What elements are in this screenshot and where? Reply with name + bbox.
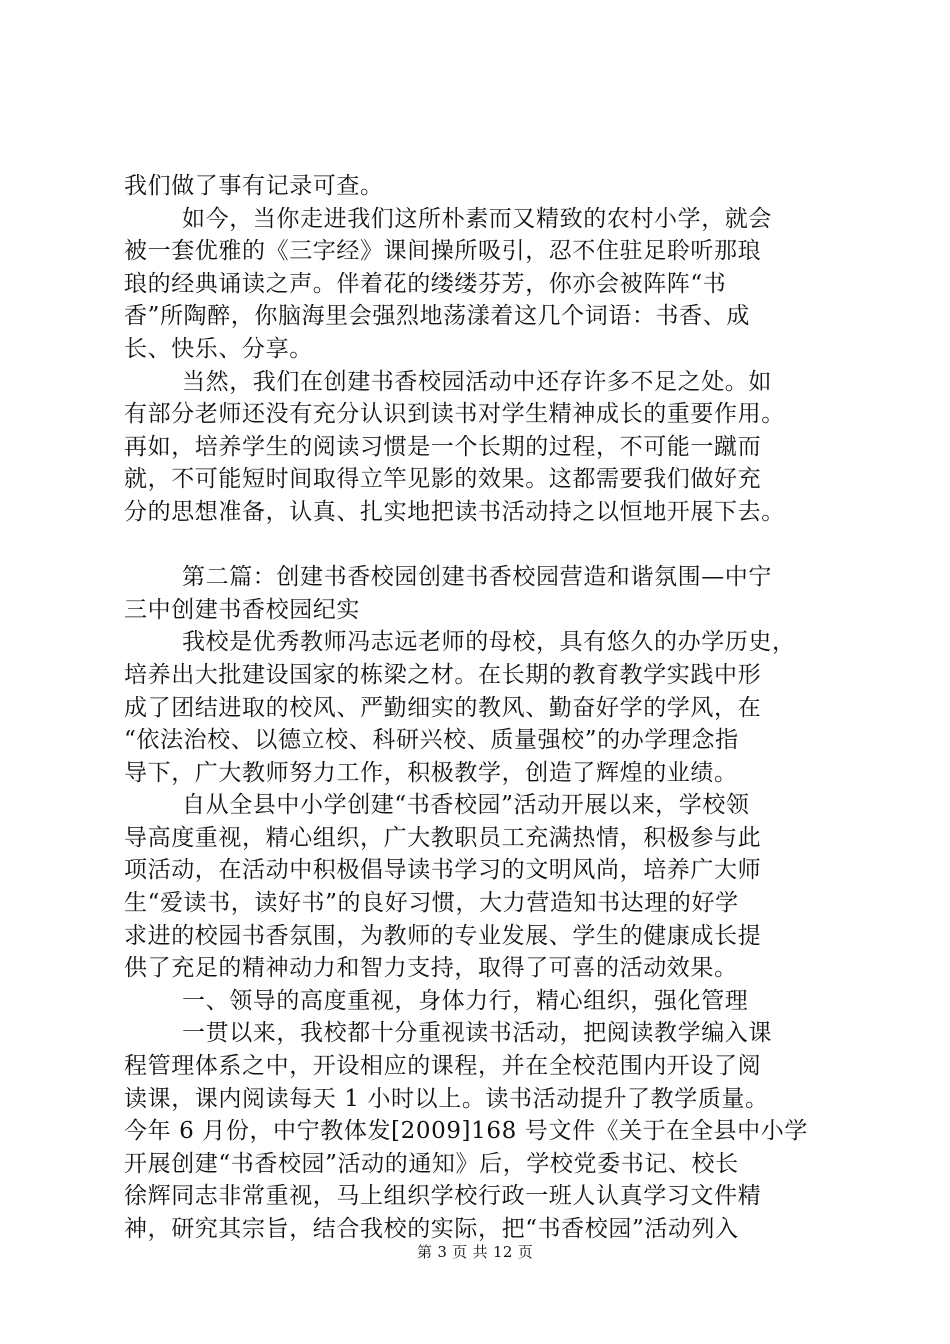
text-line: 一、领导的高度重视，身体力行，精心组织，强化管理 (182, 987, 749, 1014)
text-line: 我们做了事有记录可查。 (124, 173, 384, 199)
document-body (124, 170, 829, 1246)
text-line: 项活动，在活动中积极倡导读书学习的文明风尚，培养广大师 (124, 857, 762, 884)
text-line: 读课，课内阅读每天 1 小时以上。读书活动提升了教学质量。 (124, 1085, 769, 1112)
text-line: 当然，我们在创建书香校园活动中还存许多不足之处。如 (182, 368, 772, 395)
text-line: 培养出大批建设国家的栋梁之材。在长期的教育教学实践中形 (124, 661, 762, 688)
text-line: 琅的经典诵读之声。伴着花的缕缕芬芳，你亦会被阵阵“书 (124, 270, 727, 297)
text-line: 生“爱读书，读好书”的良好习惯，大力营造知书达理的好学 (124, 890, 739, 917)
text-line: 有部分老师还没有充分认识到读书对学生精神成长的重要作用。 (124, 401, 785, 428)
text-line: 香”所陶醉，你脑海里会强烈地荡漾着这几个词语：书香、成 (124, 303, 750, 330)
text-line: 徐辉同志非常重视，马上组织学校行政一班人认真学习文件精 (124, 1183, 762, 1210)
text-line: 再如，培养学生的阅读习惯是一个长期的过程，不可能一蹴而 (124, 433, 762, 460)
text-line: 第二篇：创建书香校园创建书香校园营造和谐氛围—中宁 (182, 564, 772, 591)
paragraph-gap (124, 529, 829, 562)
text-line: 就，不可能短时间取得立竿见影的效果。这都需要我们做好充 (124, 466, 762, 493)
text-line: 供了充足的精神动力和智力支持，取得了可喜的活动效果。 (124, 955, 738, 982)
text-line: 程管理体系之中，开设相应的课程，并在全校范围内开设了阅 (124, 1053, 762, 1080)
text-line: 如今，当你走进我们这所朴素而又精致的农村小学，就会 (182, 205, 772, 232)
text-line: 自从全县中小学创建“书香校园”活动开展以来，学校领 (182, 792, 750, 819)
text-line: 被一套优雅的《三字经》课间操所吸引，忍不住驻足聆听那琅 (124, 238, 762, 265)
text-line: 成了团结进取的校风、严勤细实的教风、勤奋好学的学风，在 (124, 694, 762, 721)
text-line: 开展创建“书香校园”活动的通知》后，学校党委书记、校长 (124, 1150, 739, 1177)
text-line: 三中创建书香校园纪实 (124, 596, 360, 623)
text-line: 导下，广大教师努力工作，积极教学，创造了辉煌的业绩。 (124, 759, 738, 786)
text-line: 分的思想准备，认真、扎实地把读书活动持之以恒地开展下去。 (124, 498, 785, 525)
page-footer: 第 3 页 共 12 页 (416, 1243, 534, 1261)
text-line: 今年 6 月份，中宁教体发[2009]168 号文件《关于在全县中小学 (124, 1118, 808, 1145)
text-line: “依法治校、以德立校、科研兴校、质量强校”的办学理念指 (124, 727, 739, 754)
text-line: 一贯以来，我校都十分重视读书活动，把阅读教学编入课 (182, 1020, 772, 1047)
text-line: 求进的校园书香氛围，为教师的专业发展、学生的健康成长提 (124, 922, 762, 949)
text-line: 我校是优秀教师冯志远老师的母校，具有悠久的办学历史， (182, 629, 796, 656)
text-line: 导高度重视，精心组织，广大教职员工充满热情，积极参与此 (124, 824, 762, 851)
text-line: 长、快乐、分享。 (124, 335, 313, 362)
text-line: 神，研究其宗旨，结合我校的实际，把“书香校园”活动列入 (124, 1216, 739, 1242)
